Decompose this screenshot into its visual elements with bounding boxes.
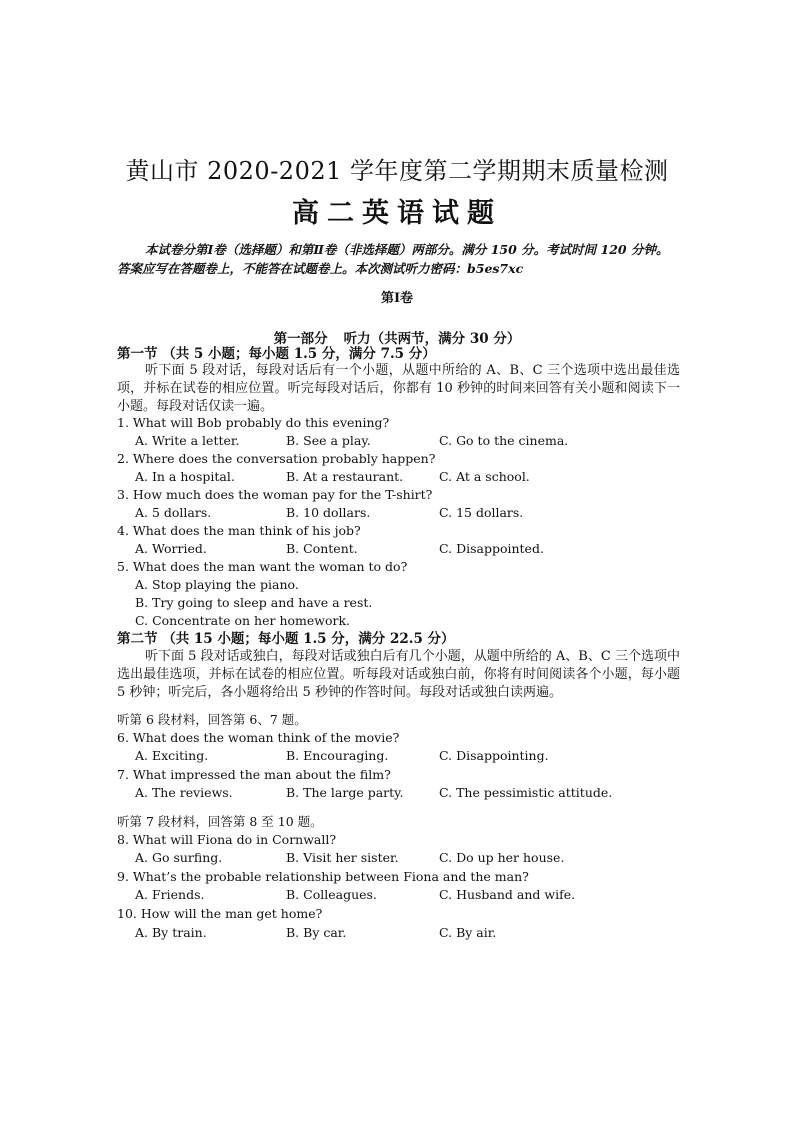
exam-title: 黄山市 2020-2021 学年度第二学期期末质量检测 bbox=[125, 157, 669, 185]
q9-option-b: B. Colleagues. bbox=[286, 887, 377, 902]
q5-option-a: A. Stop playing the piano. bbox=[135, 577, 299, 592]
q7-option-a: A. The reviews. bbox=[135, 785, 233, 800]
q10-option-a: A. By train. bbox=[135, 925, 207, 940]
q1-option-b: B. See a play. bbox=[286, 433, 371, 448]
q6-option-b: B. Encouraging. bbox=[286, 748, 389, 763]
q1-option-a: A. Write a letter. bbox=[135, 433, 240, 448]
exam-subtitle: 高二英语试题 bbox=[292, 198, 502, 229]
question-7: 7. What impressed the man about the film? bbox=[117, 767, 391, 782]
q6-option-c: C. Disappointing. bbox=[439, 748, 549, 763]
q2-option-b: B. At a restaurant. bbox=[286, 469, 404, 484]
question-1: 1. What will Bob probably do this evening? bbox=[117, 415, 390, 430]
q3-option-c: C. 15 dollars. bbox=[439, 505, 524, 520]
q7-option-b: B. The large party. bbox=[286, 785, 404, 800]
question-8: 8. What will Fiona do in Cornwall? bbox=[117, 832, 337, 847]
q3-option-b: B. 10 dollars. bbox=[286, 505, 371, 520]
volume-heading: 第Ⅰ卷 bbox=[380, 291, 414, 306]
q4-option-b: B. Content. bbox=[286, 541, 358, 556]
section2-instructions: 听下面 5 段对话或独白，每段对话或独白后有几个小题，从题中所给的 A、B、C 三个选项中选出最佳选项，并标在试卷的相应位置。听每段对话或独白前，你将有时间阅读各个小题，每小题 5 秒钟；听完后，各小题将给出 5 秒钟的作答时间。每段对话或独白读两遍。 bbox=[117, 649, 680, 700]
question-10: 10. How will the man get home? bbox=[117, 906, 323, 921]
q5-option-c: C. Concentrate on her homework. bbox=[135, 613, 351, 628]
question-9: 9. What’s the probable relationship between Fiona and the man? bbox=[117, 869, 529, 884]
q7-option-c: C. The pessimistic attitude. bbox=[439, 785, 613, 800]
q8-option-c: C. Do up her house. bbox=[439, 850, 565, 865]
material-7-note: 听第 7 段材料，回答第 8 至 10 题。 bbox=[117, 814, 323, 829]
q5-option-b: B. Try going to sleep and have a rest. bbox=[135, 595, 373, 610]
q9-option-a: A. Friends. bbox=[135, 887, 205, 902]
part1-heading bbox=[0, 327, 794, 347]
q2-option-c: C. At a school. bbox=[439, 469, 530, 484]
material-6-note: 听第 6 段材料，回答第 6、7 题。 bbox=[117, 712, 307, 727]
section1-instructions: 听下面 5 段对话，每段对话后有一个小题，从题中所给的 A、B、C 三个选项中选出最佳选项，并标在试卷的相应位置。听完每段对话后，你都有 10 秒钟的时间来回答有关小题和阅读下一小题。每段对话仅读一遍。 bbox=[117, 363, 680, 414]
q3-option-a: A. 5 dollars. bbox=[135, 505, 212, 520]
question-2: 2. Where does the conversation probably happen? bbox=[117, 451, 436, 466]
question-4: 4. What does the man think of his job? bbox=[117, 523, 361, 538]
q9-option-c: C. Husband and wife. bbox=[439, 887, 576, 902]
q8-option-b: B. Visit her sister. bbox=[286, 850, 399, 865]
part1-title-a: 第一部分 bbox=[273, 331, 328, 347]
q6-option-a: A. Exciting. bbox=[135, 748, 209, 763]
part1-title-b: 听力（共两节，满分 30 分） bbox=[343, 331, 521, 347]
question-6: 6. What does the woman think of the movie? bbox=[117, 730, 400, 745]
q8-option-a: A. Go surfing. bbox=[135, 850, 223, 865]
q2-option-a: A. In a hospital. bbox=[135, 469, 235, 484]
q10-option-b: B. By car. bbox=[286, 925, 347, 940]
q4-option-a: A. Worried. bbox=[135, 541, 207, 556]
q4-option-c: C. Disappointed. bbox=[439, 541, 544, 556]
section2-heading: 第二节 （共 15 小题；每小题 1.5 分，满分 22.5 分） bbox=[117, 631, 455, 647]
question-5: 5. What does the man want the woman to do? bbox=[117, 559, 408, 574]
section1-heading: 第一节 （共 5 小题；每小题 1.5 分，满分 7.5 分） bbox=[117, 346, 436, 362]
exam-intro: 本试卷分第Ⅰ卷（选择题）和第Ⅱ卷（非选择题）两部分。满分 150 分。考试时间 120 分钟。答案应写在答题卷上，不能答在试题卷上。本次测试听力密码：b5es7xc bbox=[117, 242, 669, 276]
q10-option-c: C. By air. bbox=[439, 925, 497, 940]
q1-option-c: C. Go to the cinema. bbox=[439, 433, 569, 448]
question-3: 3. How much does the woman pay for the T-shirt? bbox=[117, 487, 433, 502]
